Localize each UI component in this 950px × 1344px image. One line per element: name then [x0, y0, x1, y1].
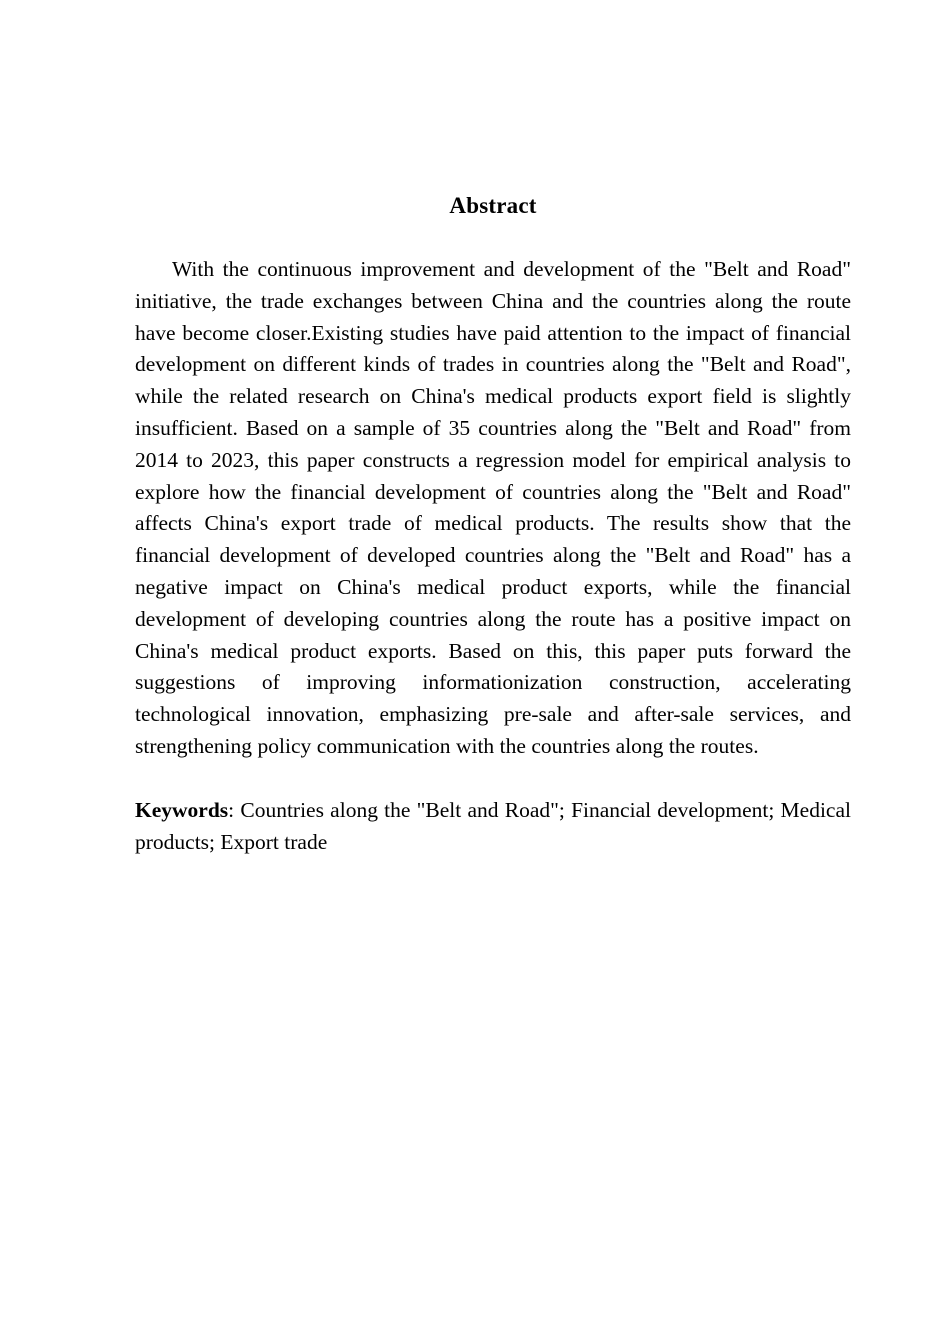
keywords-label: Keywords	[135, 797, 229, 822]
abstract-paragraph: With the continuous improvement and development of the "Belt and Road" initiative, the trade exchanges between China and the countries along the route have become closer.Existing studies have paid attention to the impact of financial development on different kinds of trades in countries along the "Belt and Road", while the related research on China's medical products export field is slightly insufficient. Based on a sample of 35 countries along the "Belt and Road" from 2014 to 2023, this paper constructs a regression model for empirical analysis to explore how the financial development of countries along the "Belt and Road" affects China's export trade of medical products. The results show that the financial development of developed countries along the "Belt and Road" has a negative impact on China's medical product exports, while the financial development of developing countries along the route has a positive impact on China's medical product exports. Based on this, this paper puts forward the suggestions of improving informationization construction, accelerating technological innovation, emphasizing pre-sale and after-sale services, and strengthening policy communication with the countries along the routes.	[135, 257, 851, 758]
page-title: Abstract	[449, 193, 537, 218]
keywords-paragraph	[135, 795, 851, 859]
abstract-section	[135, 190, 851, 858]
keywords-list: : Countries along the "Belt and Road"; Financial development; Medical products; Export trade	[135, 797, 851, 854]
